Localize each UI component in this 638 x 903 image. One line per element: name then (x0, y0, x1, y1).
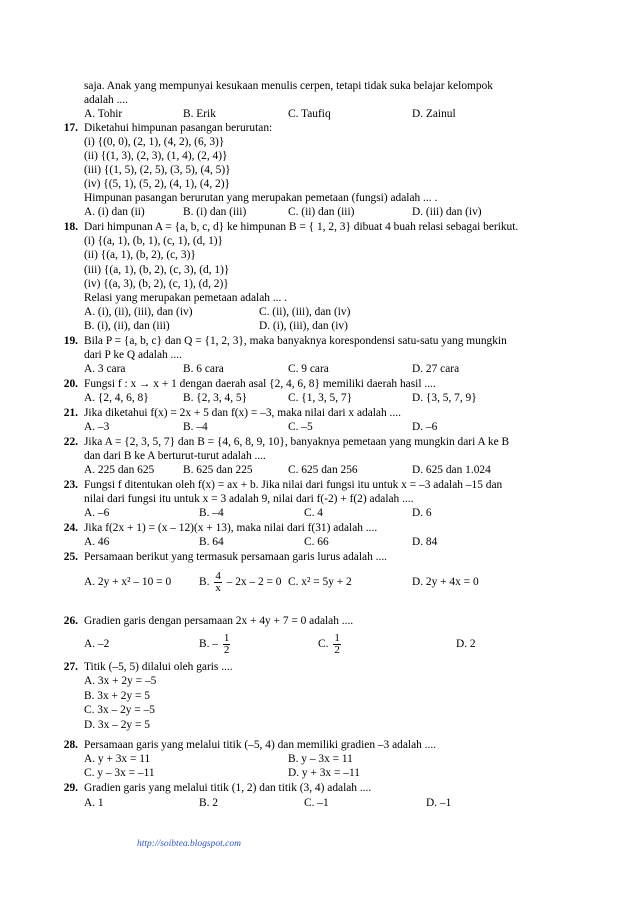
q29-option-c: C. –1 (304, 797, 329, 809)
q17-stem: Diketahui himpunan pasangan berurutan: (84, 122, 273, 134)
q25-option-b (199, 564, 282, 600)
intro-option-d: D. Zainul (412, 108, 456, 120)
q25-option-a: A. 2y + x² – 10 = 0 (84, 576, 172, 588)
q19-option-d: D. 27 cara (412, 363, 460, 375)
q24-option-b: B. 64 (199, 536, 224, 548)
q21-stem: Jika diketahui f(x) = 2x + 5 dan f(x) = –3, maka nilai dari x adalah .... (84, 407, 401, 419)
q26-option-c-fraction (333, 633, 341, 656)
q17-item-3: (iii) {(1, 5), (2, 5), (3, 5), (4, 5)} (84, 164, 231, 176)
q29-option-d: D. –1 (426, 797, 452, 809)
q18-item-3: (iii) {(a, 1), (b, 2), (c, 3), (d, 1)} (84, 264, 230, 276)
q24-option-d: D. 84 (412, 536, 438, 548)
q18-stem: Dari himpunan A = {a, b, c, d} ke himpunan B = { 1, 2, 3} dibuat 4 buah relasi sebagai berikut. (84, 221, 519, 233)
q18-option-a: A. (i), (ii), (iii), dan (iv) (84, 306, 193, 318)
fraction-numerator: 1 (334, 631, 340, 644)
q24-option-c: C. 66 (304, 536, 329, 548)
q26-option-b (199, 626, 232, 662)
q20-stem: Fungsi f : x → x + 1 dengan daerah asal {2, 4, 6, 8} memiliki daerah hasil .... (84, 378, 436, 390)
q17-option-d: D. (iii) dan (iv) (412, 206, 482, 218)
q17-item-1: (i) {(0, 0), (2, 1), (4, 2), (6, 3)} (84, 136, 225, 148)
question-number-29: 29. (63, 782, 78, 794)
q20-option-c: C. {1, 3, 5, 7} (288, 392, 353, 404)
question-number-17: 17. (63, 122, 78, 134)
q21-option-b: B. –4 (183, 421, 208, 433)
q29-option-b: B. 2 (199, 797, 218, 809)
intro-option-b: B. Erik (183, 108, 216, 120)
q23-option-c: C. 4 (304, 507, 323, 519)
q26-option-c-label: C. (318, 638, 329, 650)
q28-option-c: C. y – 3x = –11 (84, 767, 155, 779)
fraction-denominator: 2 (334, 643, 340, 656)
q23-option-b: B. –4 (199, 507, 224, 519)
q25-option-c: C. x² = 5y + 2 (288, 576, 352, 588)
q26-option-b-label: B. – (199, 638, 218, 650)
q24-stem: Jika f(2x + 1) = (x – 12)(x + 13), maka nilai dari f(31) adalah .... (84, 522, 378, 534)
q17-item-4: (iv) {(5, 1), (5, 2), (4, 1), (4, 2)} (84, 178, 231, 190)
q23-option-d: D. 6 (412, 507, 432, 519)
q17-option-c: C. (ii) dan (iii) (288, 206, 355, 218)
q24-option-a: A. 46 (84, 536, 110, 548)
q22-line-1: Jika A = {2, 3, 5, 7} dan B = {4, 6, 8, 9, 10}, banyaknya pemetaan yang mungkin dari A ke B (84, 436, 510, 448)
q19-line-1: Bila P = {a, b, c} dan Q = {1, 2, 3}, maka banyaknya korespondensi satu-satu yang mungkin (84, 335, 507, 347)
question-number-23: 23. (63, 479, 78, 491)
question-number-18: 18. (63, 221, 78, 233)
q28-option-d: D. y + 3x = –11 (288, 767, 360, 779)
q19-line-2: dari P ke Q adalah .... (84, 349, 182, 361)
q18-option-d: D. (i), (iii), dan (iv) (259, 320, 348, 332)
q27-option-b: B. 3x + 2y = 5 (84, 690, 151, 702)
q25-option-b-fraction (214, 571, 222, 594)
q26-option-d: D. 2 (456, 638, 476, 650)
q19-option-c: C. 9 cara (288, 363, 329, 375)
q17-option-a: A. (i) dan (ii) (84, 206, 145, 218)
q17-item-2: (ii) {(1, 3), (2, 3), (1, 4), (2, 4)} (84, 150, 228, 162)
q18-option-b: B. (i), (ii), dan (iii) (84, 320, 170, 332)
q17-option-b: B. (i) dan (iii) (183, 206, 247, 218)
q20-option-a: A. {2, 4, 6, 8} (84, 392, 149, 404)
question-number-20: 20. (63, 378, 78, 390)
question-number-19: 19. (63, 335, 78, 347)
q27-stem: Titik (–5, 5) dilalui oleh garis .... (84, 661, 233, 673)
q25-option-d: D. 2y + 4x = 0 (412, 576, 479, 588)
q22-option-c: C. 625 dan 256 (288, 464, 358, 476)
q18-item-2: (ii) {(a, 1), (b, 2), (c, 3)} (84, 249, 196, 261)
q20-option-b: B. {2, 3, 4, 5} (183, 392, 248, 404)
q26-option-c (318, 626, 343, 662)
q23-line-2: nilai dari fungsi itu untuk x = 3 adalah 9, nilai dari f(-2) + f(2) adalah .... (84, 493, 414, 505)
q27-option-c: C. 3x – 2y = –5 (84, 704, 155, 716)
q18-item-4: (iv) {(a, 3), (b, 2), (c, 1), (d, 2)} (84, 278, 229, 290)
question-number-21: 21. (63, 407, 78, 419)
q27-option-a: A. 3x + 2y = –5 (84, 675, 157, 687)
intro-line-1: saja. Anak yang mempunyai kesukaan menulis cerpen, tetapi tidak suka belajar kelompok (84, 80, 493, 92)
q28-stem: Persamaan garis yang melalui titik (–5, 4) dan memiliki gradien –3 adalah .... (84, 739, 437, 751)
question-number-25: 25. (63, 551, 78, 563)
q28-option-a: A. y + 3x = 11 (84, 753, 151, 765)
q25-option-b-rest: – 2x – 2 = 0 (226, 576, 282, 588)
q26-option-a: A. –2 (84, 638, 110, 650)
q23-option-a: A. –6 (84, 507, 110, 519)
q27-option-d: D. 3x – 2y = 5 (84, 719, 150, 731)
q18-option-c: C. (ii), (iii), dan (iv) (259, 306, 351, 318)
q29-option-a: A. 1 (84, 797, 104, 809)
q22-line-2: dan dari B ke A berturut-turut adalah .... (84, 450, 266, 462)
footer-url[interactable]: http://soibtea.blogspot.com (137, 839, 241, 849)
q22-option-a: A. 225 dan 625 (84, 464, 155, 476)
question-number-27: 27. (63, 661, 78, 673)
q26-option-b-fraction (223, 633, 231, 656)
intro-option-c: C. Taufiq (288, 108, 331, 120)
question-number-28: 28. (63, 739, 78, 751)
q17-question: Himpunan pasangan berurutan yang merupakan pemetaan (fungsi) adalah ... . (84, 192, 438, 204)
q23-line-1: Fungsi f ditentukan oleh f(x) = ax + b. Jika nilai dari fungsi itu untuk x = –3 adalah –15 dan (84, 479, 503, 491)
q20-option-d: D. {3, 5, 7, 9} (412, 392, 477, 404)
q22-option-d: D. 625 dan 1.024 (412, 464, 491, 476)
q25-option-b-label: B. (199, 576, 210, 588)
q21-option-c: C. –5 (288, 421, 313, 433)
fraction-numerator: 1 (223, 631, 230, 644)
q21-option-d: D. –6 (412, 421, 438, 433)
question-number-24: 24. (63, 522, 78, 534)
q19-option-b: B. 6 cara (183, 363, 224, 375)
fraction-denominator: x (215, 581, 221, 594)
q18-item-1: (i) {(a, 1), (b, 1), (c, 1), (d, 1)} (84, 235, 224, 247)
q19-option-a: A. 3 cara (84, 363, 126, 375)
question-number-22: 22. (63, 436, 78, 448)
q28-option-b: B. y – 3x = 11 (288, 753, 353, 765)
intro-line-2: adalah .... (84, 94, 128, 106)
q18-question: Relasi yang merupakan pemetaan adalah ... . (84, 292, 288, 304)
question-number-26: 26. (63, 615, 78, 627)
q26-stem: Gradien garis dengan persamaan 2x + 4y + 7 = 0 adalah .... (84, 615, 354, 627)
q22-option-b: B. 625 dan 225 (183, 464, 253, 476)
fraction-numerator: 4 (215, 569, 221, 582)
intro-option-a: A. Tohir (84, 108, 123, 120)
q25-stem: Persamaan berikut yang termasuk persamaan garis lurus adalah .... (84, 551, 388, 563)
fraction-denominator: 2 (223, 643, 230, 656)
q29-stem: Gradien garis yang melalui titik (1, 2) dan titik (3, 4) adalah .... (84, 782, 372, 794)
q21-option-a: A. –3 (84, 421, 110, 433)
